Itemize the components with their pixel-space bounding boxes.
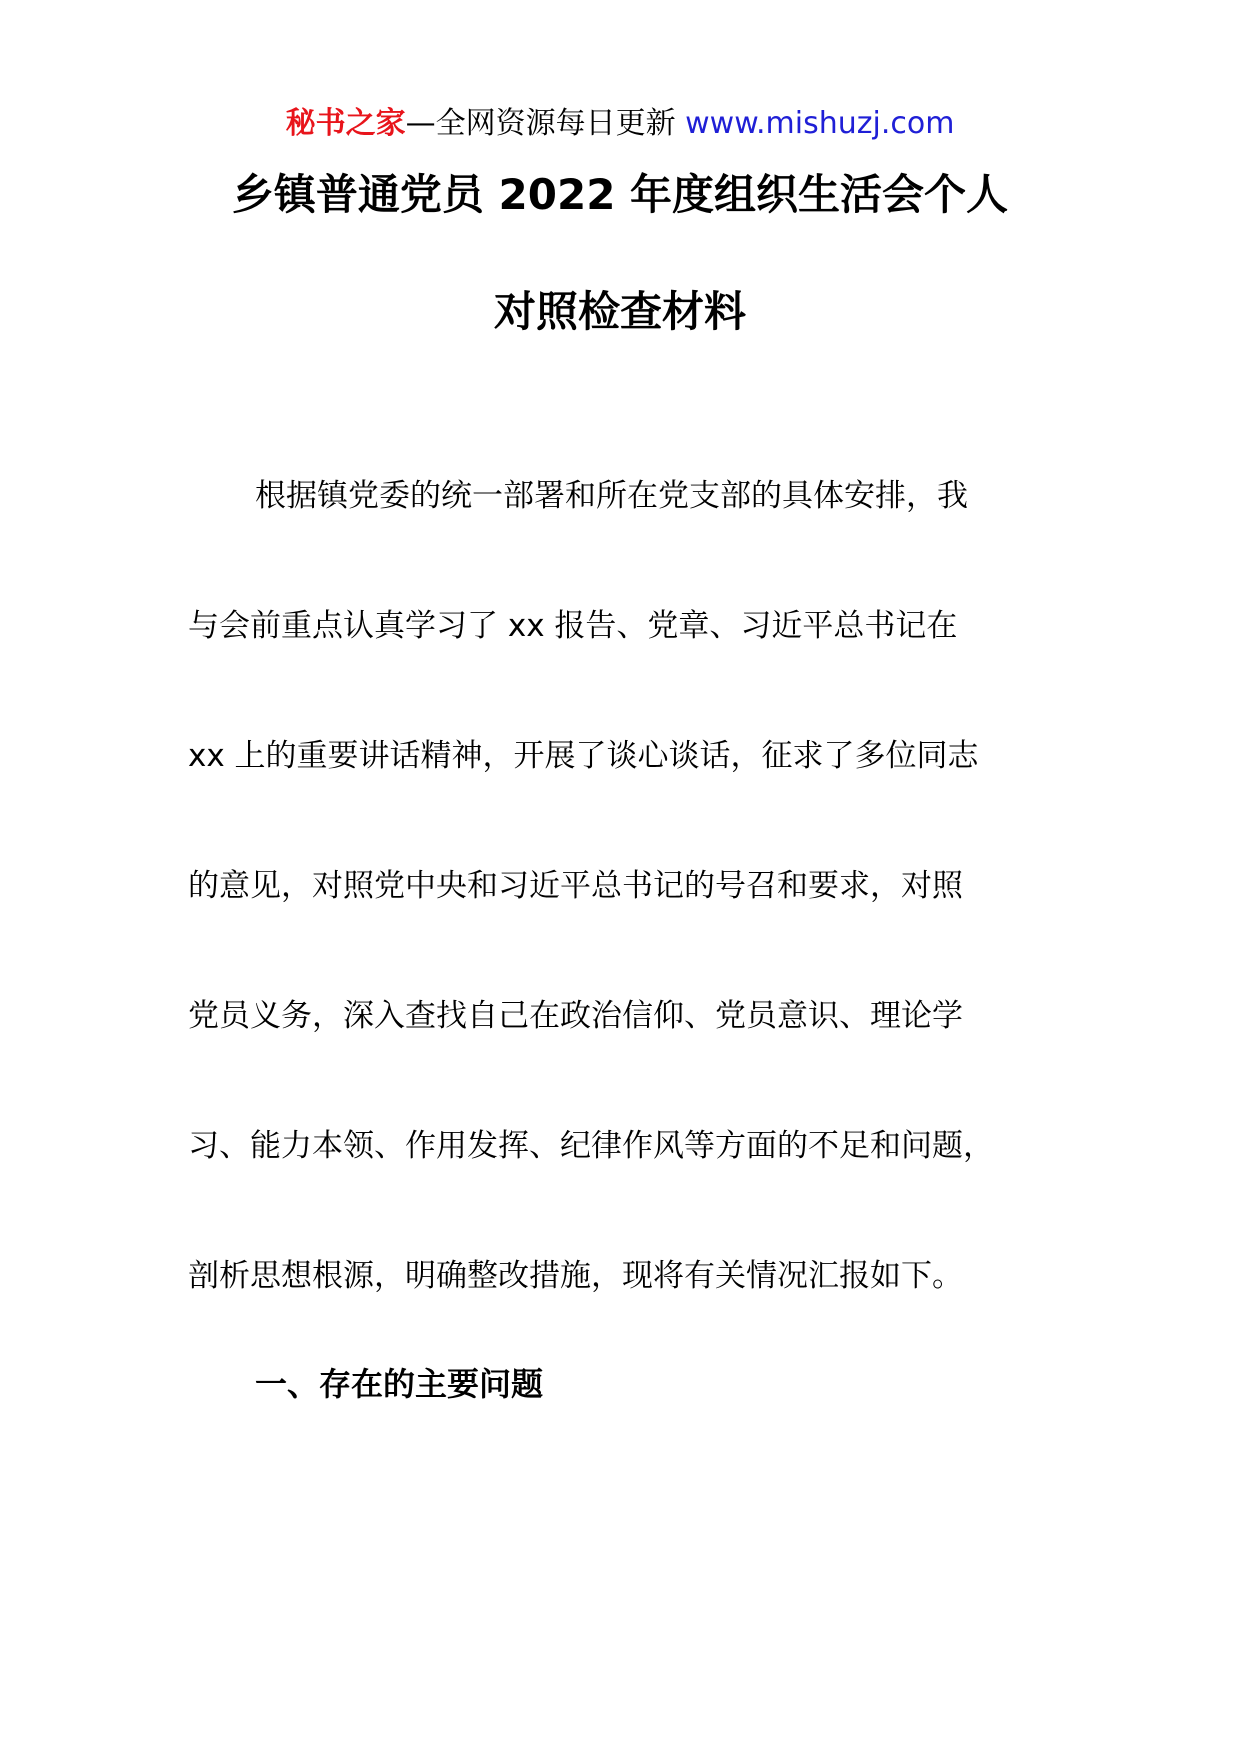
paragraph-line-6: 习、能力本领、作用发挥、纪律作风等方面的不足和问题， [188,1128,994,1164]
site-url-link[interactable]: www.mishuzj.com [685,106,955,141]
site-header [0,102,1240,146]
paragraph-line-3: xx 上的重要讲话精神，开展了谈心谈话，征求了多位同志 [188,738,979,774]
paragraph-line-1: 根据镇党委的统一部署和所在党支部的具体安排，我 [255,478,968,514]
document-title-line-2: 对照检查材料 [493,287,746,336]
paragraph-line-2: 与会前重点认真学习了 xx 报告、党章、习近平总书记在 [188,608,958,644]
paragraph-line-5: 党员义务，深入查找自己在政治信仰、党员意识、理论学 [188,998,963,1034]
paragraph-line-4: 的意见，对照党中央和习近平总书记的号召和要求，对照 [188,868,963,904]
section-heading: 一、存在的主要问题 [255,1365,544,1403]
document-title-line-1: 乡镇普通党员 2022 年度组织生活会个人 [231,170,1009,219]
site-tagline: —全网资源每日更新 [405,106,686,141]
paragraph-line-7: 剖析思想根源，明确整改措施，现将有关情况汇报如下。 [188,1258,963,1294]
site-brand: 秘书之家 [285,106,406,141]
